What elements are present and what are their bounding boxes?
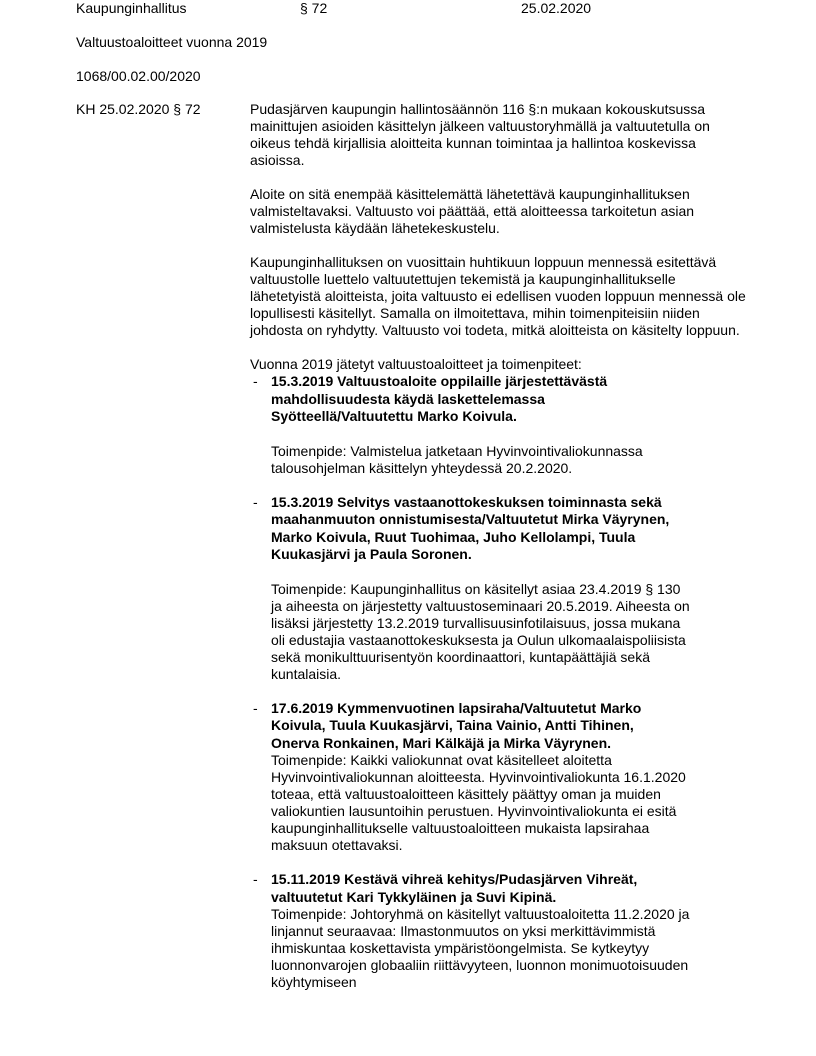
list-intro: Vuonna 2019 jätetyt valtuustoaloitteet ja toimenpiteet: (250, 356, 582, 372)
page-header (76, 0, 776, 17)
meeting-reference: KH 25.02.2020 § 72 (76, 101, 201, 117)
item-title: 17.6.2019 Kymmenvuotinen lapsiraha/Valtuutetut Marko Koivula, Tuula Kuukasjärvi, Taina Vainio, Antti Tihinen, Onerva Ronkainen, Mari Kälkäjä ja Mirka Väyrynen. (271, 699, 642, 751)
item-action: Toimenpide: Kaikki valiokunnat ovat käsitelleet aloitetta Hyvinvointivaliokunnan aloitteesta. Hyvinvointivaliokunta 16.1.2020 toteaa, että valtuustoaloitteen käsittely päättyy oman ja muiden valiokuntien lausuntoihin perustuen. Hyvinvointivaliokunta ei esitä kaupunginhallitukselle valtuustoaloitteen mukaista lapsirahaa maksuun otettavaksi. (271, 752, 686, 853)
initiatives-list (250, 373, 750, 991)
item-action: Toimenpide: Johtoryhmä on käsitellyt valtuustoaloitetta 11.2.2020 ja linjannut seuraavaa: Ilmastonmuutos on yksi merkittävimmistä ihmiskuntaa koskettavista ympäristöongelmista. Se kytkeytyy luonnonvarojen globaaliin riittävyyteen, luonnon monimuotoisuuden köyhtymiseen (271, 906, 690, 990)
document-title: Valtuustoaloitteet vuonna 2019 (76, 34, 268, 50)
diary-number: 1068/00.02.00/2020 (76, 68, 201, 84)
paragraph: Aloite on sitä enempää käsittelemättä lähetettävä kaupunginhallituksen valmisteltavaksi. Valtuusto voi päättää, että aloitteessa tarkoitetun asian valmistelusta käydään lähetekeskustelu. (250, 186, 695, 236)
item-title: 15.3.2019 Valtuustoaloite oppilaille järjestettävästä mahdollisuudesta käydä laskettelemassa Syötteellä/Valtuutettu Marko Koivula. (271, 373, 608, 424)
header-date: 25.02.2020 (521, 0, 592, 16)
list-item (250, 494, 750, 683)
paragraph: Pudasjärven kaupungin hallintosäännön 116 §:n mukaan kokouskutsussa mainittujen asioiden käsittelyn jälkeen valtuustoryhmällä ja valtuutetulla on oikeus tehdä kirjallisia aloitteita kunnan toimintaa ja hallintoa koskevissa asioissa. (250, 101, 710, 168)
dash-bullet: - (253, 699, 258, 716)
list-item (250, 373, 750, 477)
header-organ: Kaupunginhallitus (76, 0, 187, 16)
dash-bullet: - (253, 373, 258, 389)
document-body (250, 101, 750, 1008)
list-item (250, 871, 750, 991)
item-title: 15.11.2019 Kestävä vihreä kehitys/Pudasjärven Vihreät, valtuutetut Kari Tykkyläinen ja Suvi Kipinä. (271, 871, 638, 905)
dash-bullet: - (253, 871, 258, 887)
list-item (250, 700, 750, 855)
paragraph: Kaupunginhallituksen on vuosittain huhtikuun loppuun mennessä esitettävä valtuustolle luettelo valtuutettujen tekemistä ja kaupunginhallitukselle lähetetyistä aloitteista, joita valtuusto ei edellisen vuoden loppuun mennessä ole lopullisesti käsitellyt. Samalla on ilmoitettava, mihin toimenpiteisiin niiden johdosta on ryhdytty. Valtuusto voi todeta, mitkä aloitteista on käsitelty loppuun. (250, 254, 746, 338)
item-action: Toimenpide: Kaupunginhallitus on käsitellyt asiaa 23.4.2019 § 130 ja aiheesta on järjestetty valtuustoseminaari 20.5.2019. Aiheesta on lisäksi järjestetty 13.2.2019 turvallisuusinfotilaisuus, jossa mukana oli edustajia vastaanottokeskuksesta ja Oulun ulkomaalaispoliisista sekä monikulttuurisentyön koordinaattori, kuntapäättäjiä sekä kuntalaisia. (271, 580, 690, 682)
item-action: Toimenpide: Valmistelua jatketaan Hyvinvointivaliokunnassa talousohjelman käsittelyn yhteydessä 20.2.2020. (271, 442, 643, 476)
header-section: § 72 (300, 0, 328, 16)
dash-bullet: - (253, 493, 258, 510)
item-title: 15.3.2019 Selvitys vastaanottokeskuksen toiminnasta sekä maahanmuuton onnistumisesta/Valtuutetut Mirka Väyrynen, Marko Koivula, Ruut Tuohimaa, Juho Kellolampi, Tuula Kuukasjärvi ja Paula Soronen. (271, 493, 670, 562)
